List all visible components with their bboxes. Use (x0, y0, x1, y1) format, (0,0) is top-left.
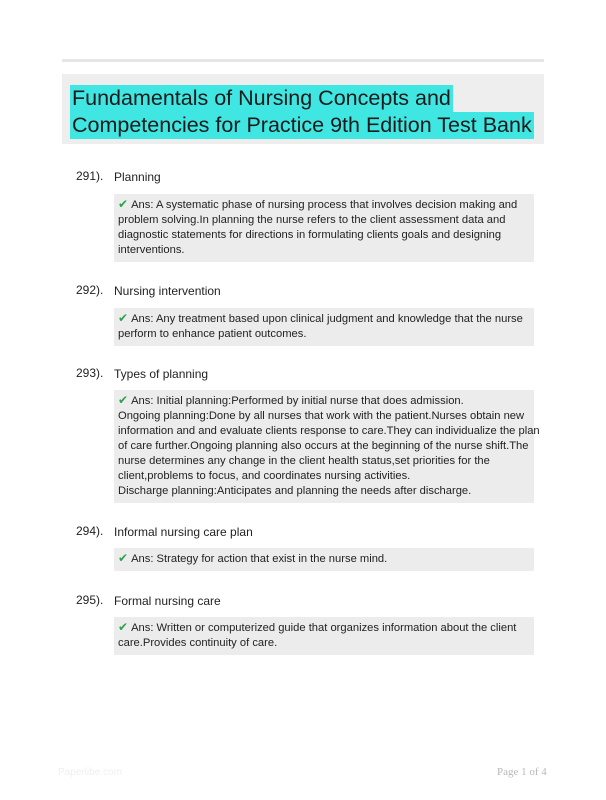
page-number: Page 1 of 4 (497, 766, 547, 778)
question-text: Planning (114, 170, 161, 184)
document-title-line-1: Fundamentals of Nursing Concepts and (72, 86, 451, 110)
checkmark-icon: ✔ (118, 551, 129, 565)
answer-line: diagnostic statements for directions in formulating clients goals and designing (118, 229, 502, 241)
answer-box (114, 194, 534, 262)
answer-line: Ongoing planning:Done by all nurses that work with the patient.Nurses obtain new (118, 410, 525, 422)
checkmark-icon: ✔ (118, 197, 129, 211)
answer-line: interventions. (118, 244, 185, 256)
document-title-line-2: Competencies for Practice 9th Edition Test Bank (72, 113, 532, 137)
question-text: Informal nursing care plan (114, 525, 253, 539)
answer-line: Ans: Any treatment based upon clinical judgment and knowledge that the nurse (131, 313, 523, 325)
answer-line: Ans: Written or computerized guide that organizes information about the client (131, 622, 517, 634)
answer-box (114, 390, 540, 503)
answer-line: perform to enhance patient outcomes. (118, 328, 307, 340)
answer-box (114, 617, 534, 655)
answer-line: care.Provides continuity of care. (118, 637, 278, 649)
answer-line: Ans: Strategy for action that exist in the nurse mind. (131, 553, 388, 565)
answer-line: of care further.Ongoing planning also occurs at the beginning of the nurse shift.The (118, 440, 529, 452)
top-divider (62, 59, 544, 62)
answer-line: Discharge planning:Anticipates and planning the needs after discharge. (118, 485, 472, 497)
question-number: 291). (76, 169, 104, 183)
question-number: 292). (76, 283, 104, 297)
answer-line: client,problems to focus, and coordinates nursing activities. (118, 470, 411, 482)
question-number: 294). (76, 524, 104, 538)
answer-line: information and and evaluate clients response to care.They can individualize the plan (118, 425, 540, 437)
checkmark-icon: ✔ (118, 311, 129, 325)
question-number: 293). (76, 366, 104, 380)
question-text: Nursing intervention (114, 284, 221, 298)
answer-line: Ans: Initial planning:Performed by initial nurse that does admission. (131, 395, 464, 407)
answer-line: problem solving.In planning the nurse refers to the client assessment data and (118, 214, 506, 226)
title-banner (62, 74, 544, 144)
question-number: 295). (76, 593, 104, 607)
question-text: Formal nursing care (114, 594, 221, 608)
checkmark-icon: ✔ (118, 393, 129, 407)
answer-box (114, 308, 534, 346)
question-text: Types of planning (114, 367, 209, 381)
footer-watermark: Paperlibe.com (58, 767, 122, 778)
answer-line: nurse determines any change in the client health status,set priorities for the (118, 455, 490, 467)
answer-box (114, 548, 534, 571)
checkmark-icon: ✔ (118, 620, 129, 634)
answer-line: Ans: A systematic phase of nursing process that involves decision making and (131, 199, 518, 211)
